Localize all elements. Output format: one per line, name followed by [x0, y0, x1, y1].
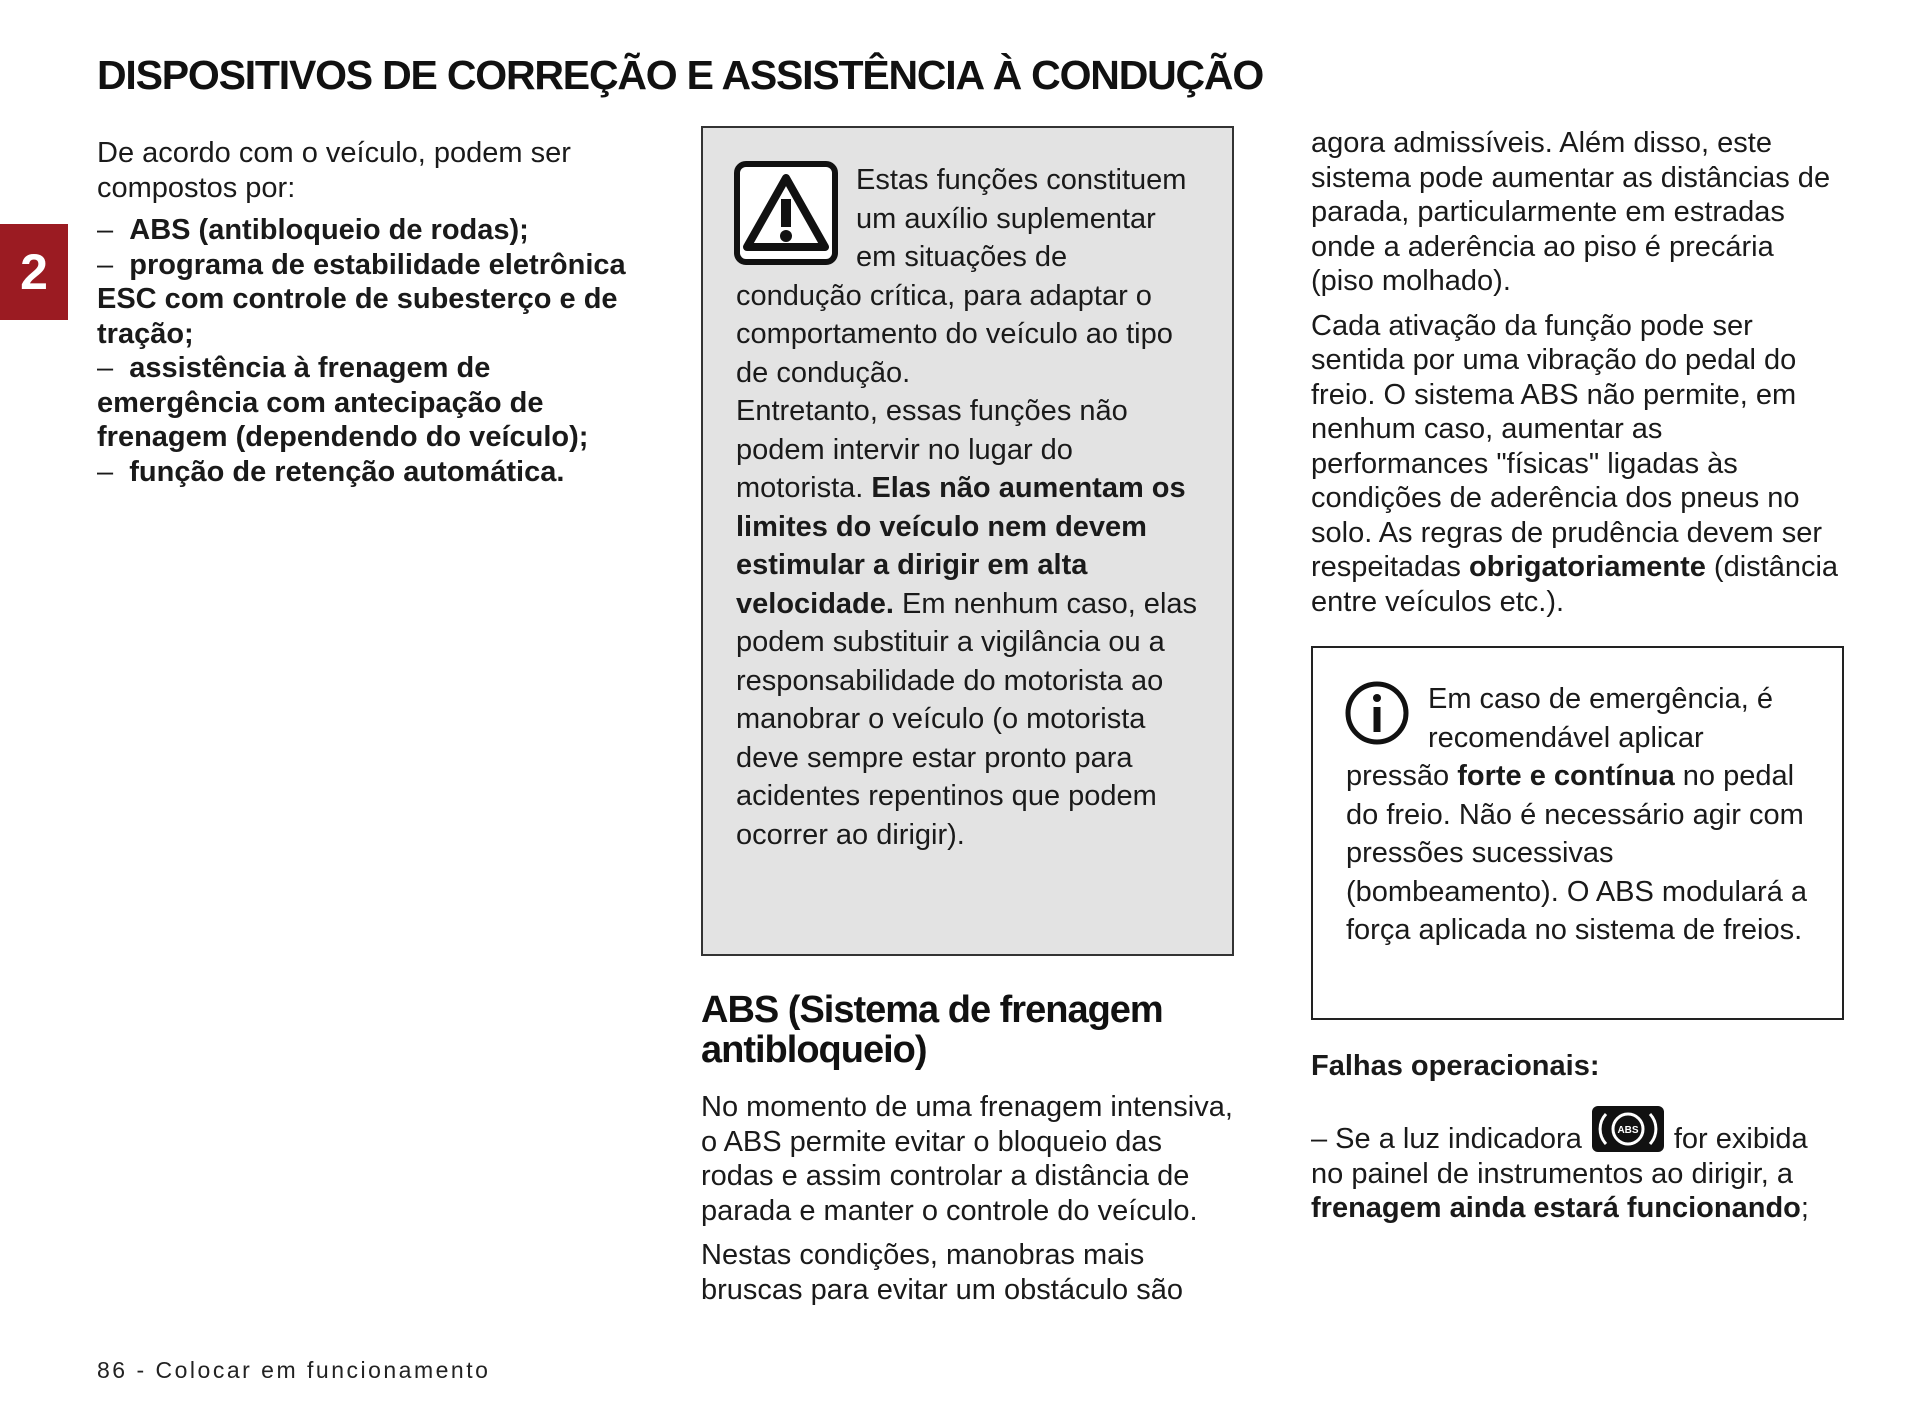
right-paragraph: Cada ativação da função pode ser sentida por uma vibração do pedal do freio. O sistema ABS não permite, em nenhum caso, aumentar as performances "físicas" ligadas às condições de aderência dos pneus no solo. As regras de prudência devem ser respeitadas obrigatoriamente (distância entre veículos etc.).	[1311, 309, 1839, 618]
info-text: Em caso de emergência, é recomendável aplicar pressão forte e contínua no pedal do freio. Não é necessário agir com pressões sucessivas (bombeamento). O ABS modulará a força aplicada no sistema de freios.	[1346, 683, 1808, 946]
faults-text: – Se a luz indicadora ABS for exibida no painel de instrumentos ao dirigir, a frenagem ainda estará funcionando;	[1311, 1106, 1841, 1226]
list-item: – ABS (antibloqueio de rodas);	[97, 214, 529, 246]
abs-section-body	[701, 1090, 1234, 1317]
left-column	[97, 136, 657, 489]
list-item: – assistência à frenagem de emergência com antecipação de frenagem (dependendo do veículo);	[97, 352, 589, 453]
page-title: DISPOSITIVOS DE CORREÇÃO E ASSISTÊNCIA À CONDUÇÃO	[97, 52, 1264, 98]
right-column	[1311, 126, 1841, 629]
faults-heading: Falhas operacionais:	[1311, 1050, 1600, 1082]
warning-emphasis: Elas não aumentam os limites do veículo nem devem estimular a dirigir em alta velocidade.	[736, 472, 1186, 620]
abs-warning-lamp-icon	[1592, 1106, 1664, 1152]
abs-paragraph: Nestas condições, manobras mais bruscas para evitar um obstáculo são	[701, 1239, 1183, 1306]
warning-box	[701, 126, 1234, 956]
intro-text: De acordo com o veículo, podem ser compostos por:	[97, 137, 571, 204]
warning-triangle-icon	[734, 161, 838, 265]
abs-section-heading: ABS (Sistema de frenagem antibloqueio)	[701, 989, 1163, 1071]
abs-paragraph: No momento de uma frenagem intensiva, o ABS permite evitar o bloqueio das rodas e assim controlar a distância de parada e manter o controle do veículo.	[701, 1091, 1233, 1227]
page-footer: 86 - Colocar em funcionamento	[97, 1357, 491, 1383]
warning-text: Estas funções constituem um auxílio suplementar em situações de condução crítica, para adaptar o comportamento do veículo ao tipo de condução. Entretanto, essas funções não podem intervir no lugar do motorista. Elas não aumentam os limites do veículo nem devem estimular a dirigir em alta velocidade. Em nenhum caso, elas podem substituir a vigilância ou a responsabilidade do motorista ao manobrar o veículo (o motorista deve sempre estar pronto para acidentes repentinos que podem ocorrer ao dirigir).	[736, 164, 1198, 851]
list-item: – programa de estabilidade eletrônica ESC com controle de subesterço e de tração;	[97, 248, 626, 350]
info-box	[1311, 646, 1844, 1020]
chapter-tab: 2	[0, 224, 68, 320]
list-item: – função de retenção automática.	[97, 455, 565, 488]
right-paragraph: agora admissíveis. Além disso, este sistema pode aumentar as distâncias de parada, particularmente em estradas onde a aderência ao piso é precária (piso molhado).	[1311, 127, 1831, 297]
abs-lamp-label: ABS	[1617, 1125, 1639, 1136]
info-icon	[1344, 680, 1410, 746]
feature-list	[97, 213, 657, 489]
